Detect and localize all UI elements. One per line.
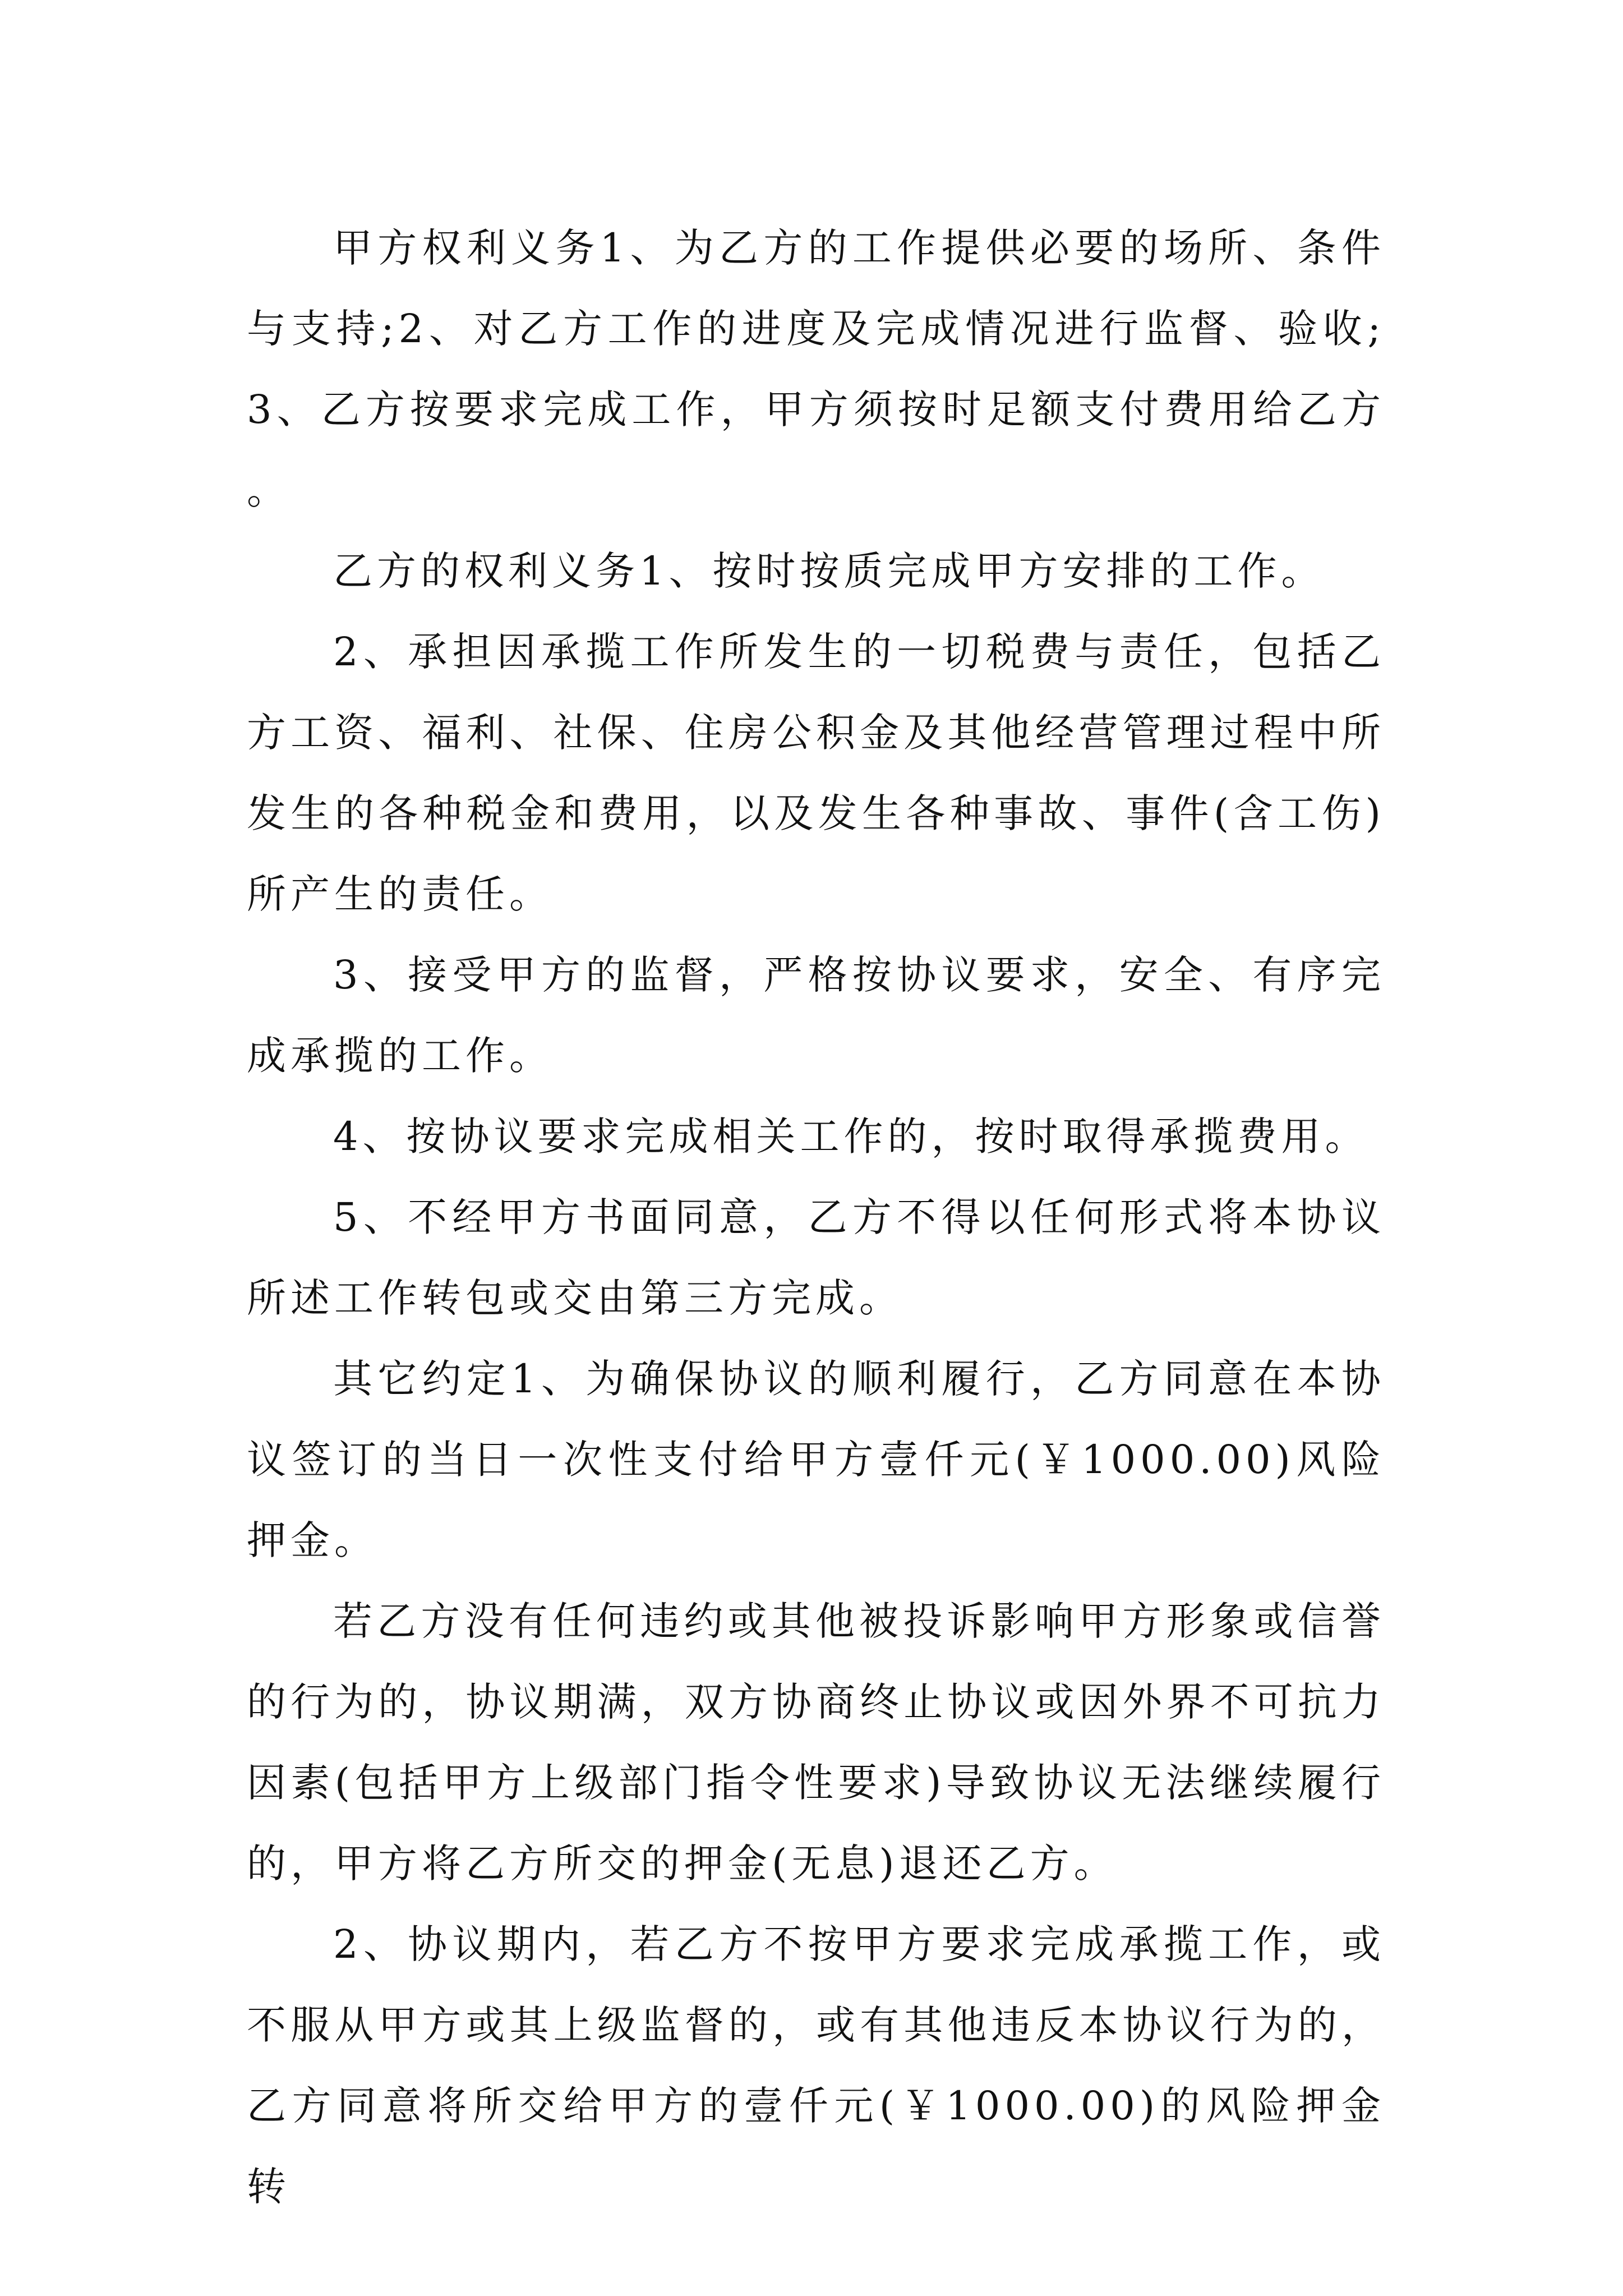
paragraph-other-terms-1: 其它约定1、为确保协议的顺利履行，乙方同意在本协议签订的当日一次性支付给甲方壹仟元(￥1000.00)风险押金。 <box>247 1356 1385 1563</box>
paragraph-deposit-refund: 若乙方没有任何违约或其他被投诉影响甲方形象或信誉的行为的，协议期满，双方协商终止协议或因外界不可抗力因素(包括甲方上级部门指令性要求)导致协议无法继续履行的，甲方将乙方所交的押金(无息)退还乙方。 <box>247 1598 1385 1887</box>
paragraph-party-a-rights: 甲方权利义务1、为乙方的工作提供必要的场所、条件与支持;2、对乙方工作的进度及完成情况进行监督、验收;3、乙方按要求完成工作，甲方须按时足额支付费用给乙方。 <box>247 225 1385 513</box>
paragraph-other-terms-2: 2、协议期内，若乙方不按甲方要求完成承揽工作，或不服从甲方或其上级监督的，或有其他违反本协议行为的，乙方同意将所交给甲方的壹仟元(￥1000.00)的风险押金转 <box>247 1921 1385 2210</box>
paragraph-party-b-item-3: 3、接受甲方的监督，严格按协议要求，安全、有序完成承揽的工作。 <box>247 952 1385 1079</box>
paragraph-party-b-item-5: 5、不经甲方书面同意，乙方不得以任何形式将本协议所述工作转包或交由第三方完成。 <box>247 1194 1385 1321</box>
paragraph-party-b-item-2: 2、承担因承揽工作所发生的一切税费与责任，包括乙方工资、福利、社保、住房公积金及其他经营管理过程中所发生的各种税金和费用，以及发生各种事故、事件(含工伤)所产生的责任。 <box>247 629 1385 917</box>
paragraph-party-b-item-4: 4、按协议要求完成相关工作的，按时取得承揽费用。 <box>333 1114 1369 1159</box>
document-body <box>247 208 1385 2227</box>
paragraph-party-b-rights: 乙方的权利义务1、按时按质完成甲方安排的工作。 <box>333 548 1325 594</box>
